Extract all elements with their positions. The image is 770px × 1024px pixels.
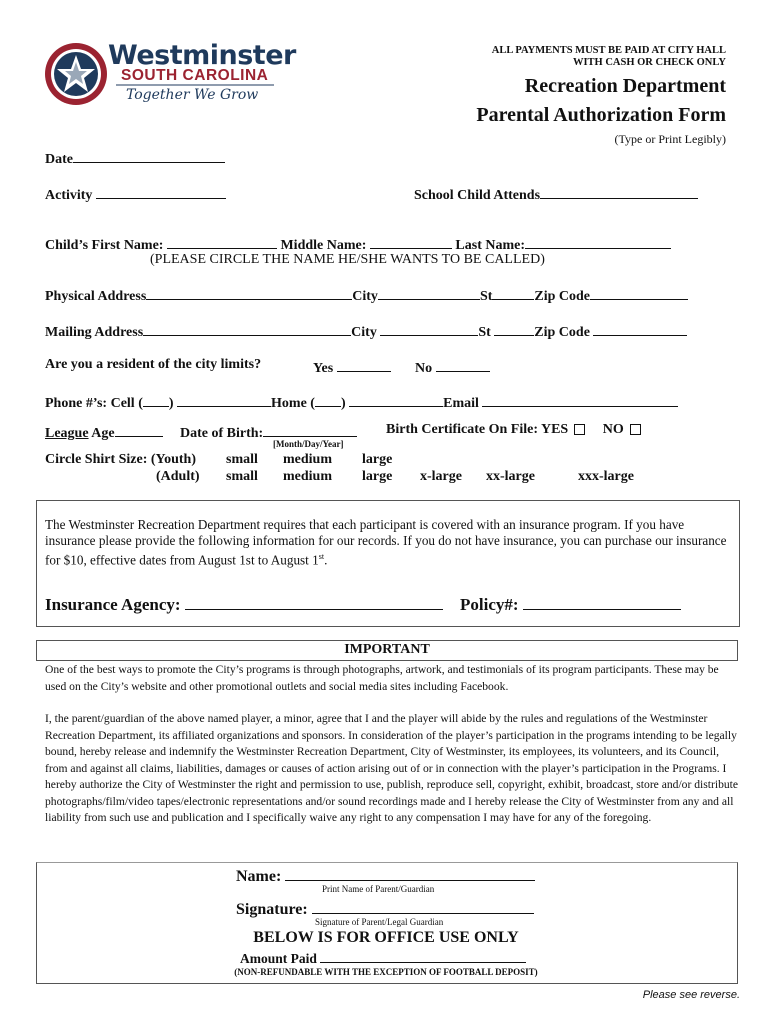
resident-no-label: No xyxy=(415,361,433,376)
logo-title: Westminster xyxy=(108,40,296,71)
important-paragraph-1: One of the best ways to promote the City’s programs is through photographs, artwork, and testimonials of its program participants. These may be used on the City’s website and other promotional outlets and social media sites including Facebook. xyxy=(45,663,719,693)
logo-subtitle: SOUTH CAROLINA xyxy=(121,67,269,84)
office-use-heading: BELOW IS FOR OFFICE USE ONLY xyxy=(253,929,519,946)
form-title-1: Recreation Department xyxy=(524,75,726,97)
shirt-size-label: Circle Shirt Size: (Youth) xyxy=(45,452,196,467)
size-adult-medium[interactable]: medium xyxy=(283,469,332,484)
last-name-label: Last Name: xyxy=(455,238,526,253)
signature-caption: Signature of Parent/Legal Guardian xyxy=(315,917,444,927)
mailing-city-label: City xyxy=(351,325,377,340)
first-name-label: Child’s First Name: xyxy=(45,238,164,253)
home-paren-close: ) xyxy=(340,396,346,411)
mailing-address-row[interactable] xyxy=(45,321,687,341)
middle-name-label: Middle Name: xyxy=(280,238,367,253)
please-see-reverse: Please see reverse. xyxy=(642,989,740,1001)
date-label: Date xyxy=(45,152,73,167)
phone-row[interactable] xyxy=(45,392,678,412)
school-label: School Child Attends xyxy=(414,188,541,203)
important-heading: IMPORTANT xyxy=(344,642,430,657)
size-adult-xxlarge[interactable]: xx-large xyxy=(486,469,535,484)
resident-no[interactable] xyxy=(415,357,490,377)
mailing-zip-label: Zip Code xyxy=(534,325,590,340)
size-adult-large[interactable]: large xyxy=(362,469,393,484)
payment-notice-2: WITH CASH OR CHECK ONLY xyxy=(572,57,726,68)
size-youth-small[interactable]: small xyxy=(226,452,258,467)
cell-paren-close: ) xyxy=(168,396,174,411)
resident-yes-label: Yes xyxy=(313,361,334,376)
shirt-adult-label: (Adult) xyxy=(156,469,200,484)
type-note: (Type or Print Legibly) xyxy=(614,132,726,146)
insurance-agency-field[interactable] xyxy=(45,593,443,615)
physical-address-row[interactable] xyxy=(45,285,688,305)
birth-cert-label: Birth Certificate On File: YES xyxy=(386,422,569,437)
mailing-st-label: St xyxy=(478,325,491,340)
amount-paid-label: Amount Paid xyxy=(240,951,317,966)
size-youth-large[interactable]: large xyxy=(362,452,393,467)
birth-cert-yes-checkbox[interactable] xyxy=(574,424,585,435)
email-label: Email xyxy=(443,396,479,411)
league-age-field[interactable] xyxy=(45,422,163,442)
physical-address-label: Physical Address xyxy=(45,289,147,304)
form-title-2: Parental Authorization Form xyxy=(476,104,726,126)
policy-field[interactable] xyxy=(460,593,681,615)
non-refundable-note: (NON-REFUNDABLE WITH THE EXCEPTION OF FOOTBALL DEPOSIT) xyxy=(234,967,538,977)
size-youth-medium[interactable]: medium xyxy=(283,452,332,467)
size-adult-small[interactable]: small xyxy=(226,469,258,484)
age-label: Age xyxy=(88,426,115,441)
payment-notice-1: ALL PAYMENTS MUST BE PAID AT CITY HALL xyxy=(491,45,726,56)
amount-paid-field[interactable] xyxy=(240,950,526,967)
logo-tagline: Together We Grow xyxy=(126,87,259,103)
circle-name-note: (PLEASE CIRCLE THE NAME HE/SHE WANTS TO BE CALLED) xyxy=(150,252,545,267)
insurance-text: The Westminster Recreation Department requires that each participant is covered with an insurance program. If you have insurance please provide the following information for our records. If you do not have insurance, you can purchase our insurance for $10, effective dates from August 1st to August 1st. xyxy=(45,517,727,568)
parent-name-caption: Print Name of Parent/Guardian xyxy=(322,884,435,894)
parent-name-field[interactable] xyxy=(236,865,535,886)
resident-question: Are you a resident of the city limits? xyxy=(45,357,262,372)
mailing-address-label: Mailing Address xyxy=(45,325,144,340)
school-field[interactable] xyxy=(414,184,698,204)
name-row[interactable] xyxy=(45,234,671,254)
physical-city-label: City xyxy=(352,289,378,304)
size-adult-xlarge[interactable]: x-large xyxy=(420,469,462,484)
important-paragraph-2: I, the parent/guardian of the above named player, a minor, agree that I and the player will abide by the rules and regulations of the Westminster Recreation Department, its affiliated organizations and sponsors. In consideration of the player’s participation in the programs intending to be legally bound, hereby release and indemnify the Westminster Recreation Department, City of Westminster, its employees, its volunteers, and its Council, from and against all claims, liabilities, damages or causes of action arising out of or in connection with the player’s participation in the Programs. I hereby authorize the City of Westminster the right and permission to use, publish, reproduce sell, copyright, exhibit, broadcast, store and/or distribute photographs/film/video tapes/electronic representations and/or sound recordings made and I hereby release the City of Westminster from any and all liability from such use and publication and I specifically waive any right to any compensation I may have for any of the foregoing. xyxy=(45,712,739,824)
birth-cert-row xyxy=(386,422,641,438)
date-field[interactable] xyxy=(45,148,225,168)
cell-label: Phone #’s: Cell ( xyxy=(45,396,143,411)
insurance-agency-label: Insurance Agency: xyxy=(45,595,181,614)
policy-label: Policy#: xyxy=(460,595,519,614)
dob-label: Date of Birth: xyxy=(180,426,264,441)
signature-label: Signature: xyxy=(236,901,308,918)
physical-zip-label: Zip Code xyxy=(534,289,591,304)
signature-field[interactable] xyxy=(236,898,534,919)
activity-field[interactable] xyxy=(45,184,226,204)
home-label: Home ( xyxy=(271,396,315,411)
resident-yes[interactable] xyxy=(313,357,391,377)
league-label: League xyxy=(45,426,89,441)
parent-name-label: Name: xyxy=(236,868,282,885)
activity-label: Activity xyxy=(45,188,93,203)
dob-format: [Month/Day/Year] xyxy=(273,439,344,449)
physical-st-label: St xyxy=(479,289,493,304)
birth-cert-no-label: NO xyxy=(602,422,624,437)
size-adult-xxxlarge[interactable]: xxx-large xyxy=(578,469,634,484)
birth-cert-no-checkbox[interactable] xyxy=(630,424,641,435)
